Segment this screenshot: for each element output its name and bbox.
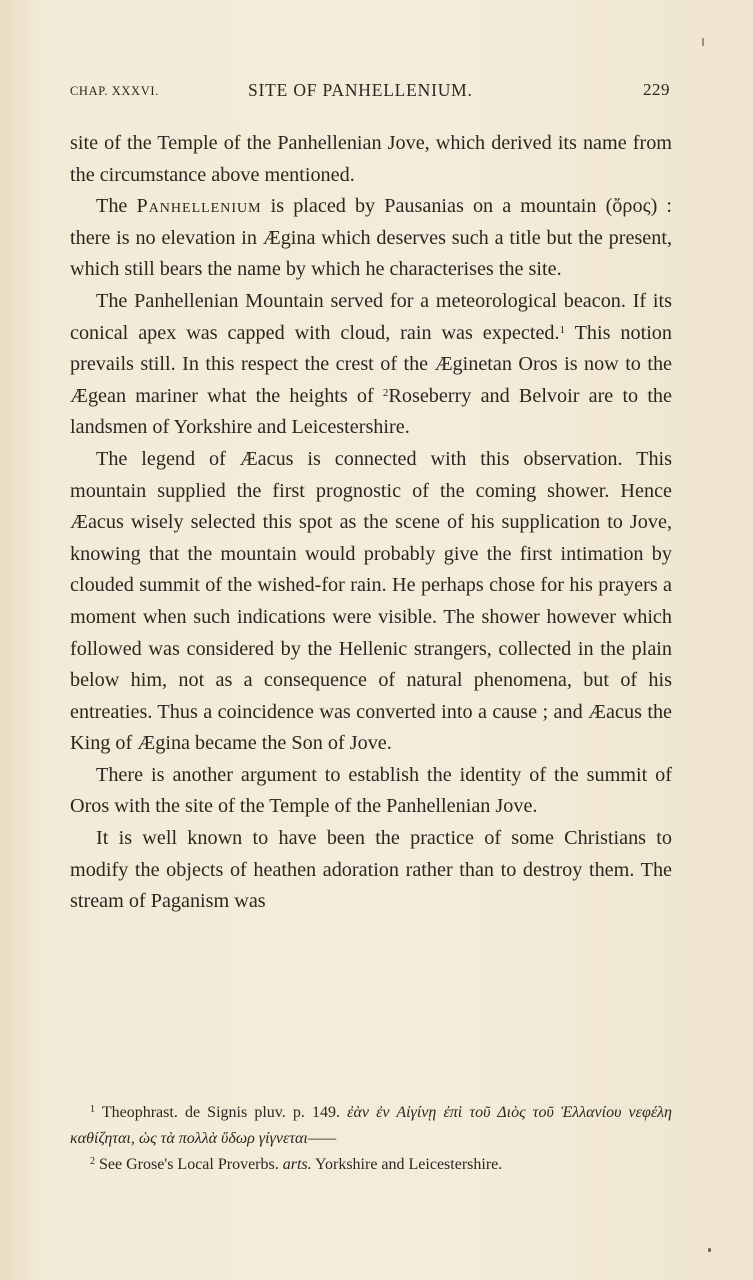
paragraph-2-intro: The — [96, 195, 137, 218]
footnotes — [70, 1100, 672, 1178]
panhellenium-smallcaps: Panhellenium — [136, 195, 262, 218]
paragraph-5: There is another argument to establish the identity of the summit of Oros with the site of the Temple of the Panhellenian Jove. — [70, 763, 672, 818]
footnote-1-mark: 1 — [90, 1104, 95, 1115]
footnote-ref-2: 2 — [382, 386, 389, 399]
paragraph-4: The legend of Æacus is connected with this observation. This mountain supplied the first prognostic of the coming shower. Hence Æacus wisely selected this spot as the scene of his supplication to Jove, knowing that the mountain would probably give the first intimation by clouded summit of the wished-for rain. He perhaps chose for his prayers a moment when such indications were visible. The shower however which followed was considered by the Hellenic strangers, collected in the plain below him, not as a consequence of natural phenomena, but of his entreaties. Thus a coincidence was converted into a cause ; and Æacus the King of Ægina became the Son of Jove. — [70, 447, 672, 755]
footnote-1-greek: ἐὰν ἐν Αἰγίνῃ ἐπὶ τοῦ Διὸς τοῦ Ἑλλανίου νεφέλη καθίζηται, ὡς τὰ πολλὰ ὕδωρ γίγνεται—— — [70, 1104, 672, 1147]
page-number: 229 — [643, 80, 670, 99]
paragraph-3-b: This notion prevails still. In this respect the crest of the Æginetan Oros is now to the Ægean mariner what the heights of — [70, 321, 672, 407]
paragraph-6: It is well known to have been the practice of some Christians to modify the objects of heathen adoration rather than to destroy them. The stream of Paganism was — [70, 827, 672, 913]
paragraph-1: site of the Temple of the Panhellenian Jove, which derived its name from the circumstance above mentioned. — [70, 132, 672, 186]
paragraph-2 — [70, 191, 672, 286]
footnote-2 — [70, 1152, 672, 1178]
page-mark-top — [702, 38, 704, 46]
footnote-2-text-a: See Grose's Local Proverbs. — [95, 1156, 283, 1173]
paragraph-3 — [70, 286, 672, 444]
chapter-label: CHAP. XXXVI. — [70, 84, 159, 98]
body-text — [70, 128, 672, 918]
footnote-2-italic: arts. — [282, 1156, 312, 1173]
footnote-2-text-b: Yorkshire and Leicestershire. — [311, 1156, 503, 1173]
paragraph-2-rest: is placed by Pausanias on a mountain (ὄρος) : there is no elevation in Ægina which deserves such a title but the present, which still bears the name by which he characterises the site. — [70, 195, 672, 281]
footnote-ref-1: 1 — [559, 323, 566, 336]
running-title: SITE OF PANHELLENIUM. — [248, 80, 473, 100]
footnote-1 — [70, 1100, 672, 1152]
footnote-2-mark: 2 — [90, 1156, 95, 1167]
running-header — [70, 80, 672, 106]
page-mark-bottom — [708, 1248, 711, 1252]
paragraph-3-a: The Panhellenian Mountain served for a meteorological beacon. If its conical apex was capped with cloud, rain was expected. — [70, 289, 672, 344]
paragraph-3-c: Roseberry and Belvoir are to the landsmen of Yorkshire and Leicestershire. — [70, 384, 672, 439]
footnote-1-text: Theophrast. de Signis pluv. p. 149. — [95, 1104, 348, 1121]
